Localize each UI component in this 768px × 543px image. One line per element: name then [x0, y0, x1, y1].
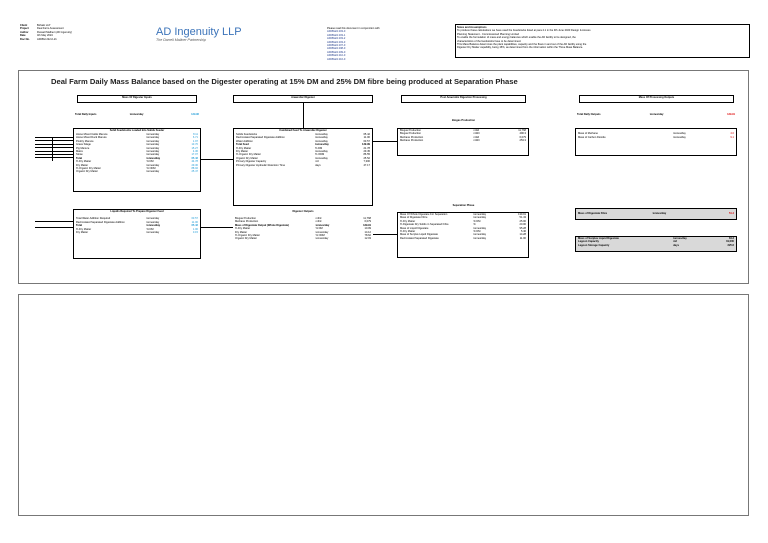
row-label: Straw — [76, 153, 83, 157]
row-value: 6,079 — [364, 220, 371, 224]
row-value: 8.11 — [193, 133, 198, 136]
data-row — [74, 170, 200, 173]
row-label: % Digestate Dry Solids in Separated Fibre — [400, 223, 449, 227]
box-heading: Combined Feed To Anaerobic Digester — [279, 129, 327, 132]
notes-line: This Mass Balance determines the plant capabilities, capacity and the flows in and out of the AD facility using the — [457, 43, 587, 47]
row-value: 29.30 — [191, 163, 198, 167]
surplus-liquid-box — [575, 236, 737, 252]
row-unit: tonnes/day — [473, 233, 487, 237]
row-value: 88.02 — [191, 167, 198, 171]
row-unit: tonnes/day — [315, 136, 328, 140]
row-unit: % ODM — [146, 167, 156, 171]
row-unit: tonnes/day — [315, 230, 329, 234]
total-outputs-row — [575, 113, 737, 116]
row-label: Biogas Production — [400, 132, 422, 136]
row-label: % Organic Dry Matter — [76, 167, 101, 171]
row-unit: days — [315, 163, 321, 167]
connector-line — [35, 227, 73, 228]
row-unit: % DM — [473, 219, 481, 223]
row-value: 7,300 — [363, 160, 370, 164]
section-title: Deal Farm Daily Mass Balance based on the Digester operating at 15% DM and 25% DM fibre being produced at Separation Phase — [51, 77, 518, 86]
row-unit: m3/d — [473, 129, 480, 132]
reference-item: ADI/BH/A 203-0 — [327, 30, 346, 34]
row-value: 78.62 — [364, 234, 371, 238]
header-value: 4th May 2024 — [37, 34, 53, 38]
row-unit: tonnes/day — [673, 237, 687, 240]
row-value: 47.17 — [363, 163, 370, 167]
header-value: Bohalo LLP — [37, 24, 51, 27]
row-value: 12.03 — [364, 237, 371, 241]
row-value: 139.99 — [362, 143, 370, 147]
header-label: Project — [20, 27, 29, 31]
row-unit: tonnes/day — [146, 224, 161, 228]
row-value: 11.00 — [191, 220, 198, 224]
row-unit: tonnes/day — [146, 143, 160, 147]
row-label: % Organic Dry Matter — [235, 234, 260, 238]
row-value: 25.47 — [191, 170, 198, 174]
row-label: Methane Production — [400, 139, 424, 143]
box-heading: Anaerobic Digester — [291, 96, 315, 99]
row-label: Total Feed — [236, 143, 249, 147]
row-label: Poultry Manure — [76, 139, 94, 143]
row-value: 65.42 — [191, 224, 198, 228]
row-value: 65.42 — [191, 156, 198, 160]
row-value: 5.46 — [520, 230, 526, 234]
data-row — [74, 231, 200, 234]
row-value: 10.09 — [364, 227, 371, 231]
row-unit: tonnes/day — [146, 220, 160, 224]
row-unit: % DM — [315, 227, 323, 231]
header-label: Date — [20, 34, 26, 38]
data-row — [576, 244, 736, 247]
header-value: Russell Mallner (AD Ingenuity) — [37, 30, 73, 34]
row-unit: m3 — [673, 240, 677, 244]
row-unit: tonnes/day — [146, 231, 160, 235]
combined-feed-box — [233, 128, 373, 206]
row-value: 86.55 — [363, 153, 370, 157]
row-label: % Dry Matter — [400, 230, 416, 234]
row-unit: tonnes/day — [146, 146, 160, 150]
row-value: 51.43 — [519, 216, 526, 220]
row-value: 139.91 — [727, 113, 735, 116]
connector-line — [373, 141, 397, 142]
row-value: 4.0 — [730, 132, 734, 136]
notes-line: characteristics of the feedstocks have to be determined. — [457, 39, 522, 43]
notes-line: Planning Statement - Commissioned Planning Limited — [457, 32, 519, 36]
row-label: Pig Manure — [76, 146, 90, 150]
row-value: 20.00 — [519, 223, 526, 227]
reference-item: ADI/BH/A 207-0 — [327, 44, 346, 48]
notes-box — [455, 24, 750, 58]
row-unit: tonnes/day — [315, 237, 329, 241]
row-value: 17.07 — [191, 153, 198, 157]
row-unit: tonnes/day — [146, 217, 160, 221]
company-logo — [156, 26, 242, 43]
anaerobic-header-box — [233, 95, 373, 103]
row-label: Methane Production — [235, 220, 259, 224]
connector-line — [35, 221, 73, 222]
notes-title: Notes and Assumptions — [457, 26, 487, 29]
row-unit: tonnes/day — [315, 156, 328, 160]
row-label: Recirculated Separated Digestate — [400, 236, 439, 240]
notice-text: Please read this document in conjunction with — [327, 27, 380, 30]
row-value: 84.3 — [728, 237, 734, 240]
row-label: Mass Of Whole Digestate For Separation — [400, 213, 448, 216]
connector-line — [52, 137, 53, 161]
fibre-row — [576, 212, 736, 215]
row-value: 29.45 — [363, 150, 370, 154]
row-label: Organic Dry Matter — [235, 237, 257, 241]
row-unit: tonnes/day — [146, 139, 160, 143]
reference-item: ADI/BH/A 210-0 — [327, 54, 346, 58]
notes-line: To enable the formulation of mass and energy balances which enable the AD facility to be designed, the — [457, 36, 576, 40]
row-label: Recirculated Separated Digestate Addition — [236, 136, 285, 140]
row-value: 11.00 — [363, 136, 370, 140]
row-value: 9.1 — [730, 135, 734, 139]
row-value: 490.3 — [519, 132, 526, 136]
digester-outputs-heading: Digester Outputs — [292, 210, 314, 213]
row-value: 63.57 — [191, 217, 198, 221]
row-unit: tonnes/day — [146, 156, 161, 160]
row-value: 11,768 — [518, 129, 526, 132]
data-row — [398, 237, 528, 240]
header-value: ADI/BH 222-0-21 — [37, 37, 57, 41]
row-value: 25.52 — [363, 156, 370, 160]
outputs-header-box — [579, 95, 734, 103]
row-unit: % DM — [473, 230, 481, 234]
row-unit: m3/hr — [473, 139, 480, 143]
reference-item: ADI/BH/A 203-1 — [327, 33, 346, 37]
row-label: Mass of Liquid Digestate — [400, 226, 429, 230]
row-value: 225.6 — [727, 243, 734, 247]
connector-line — [35, 151, 73, 152]
row-label: Dry Matter — [235, 230, 248, 234]
row-label: Total Daily Inputs — [75, 113, 97, 116]
row-label: Lagoon Capacity — [578, 240, 599, 244]
row-unit: % DM — [146, 227, 154, 231]
data-row — [233, 237, 373, 240]
logo-tagline: The Darrell Mallner Partnership — [156, 38, 206, 42]
connector-line — [35, 137, 73, 138]
row-unit: tonnes/day — [473, 226, 487, 230]
row-value: 11.00 — [519, 236, 526, 240]
row-unit: % ODM — [315, 153, 325, 157]
liquids-box — [73, 209, 201, 259]
row-value: 44.78 — [191, 160, 198, 164]
logo-name: AD Ingenuity LLP — [156, 26, 242, 38]
row-value: 19,000 — [726, 240, 734, 244]
row-label: Mass of Surplus Liquid Digestate — [400, 233, 438, 237]
row-unit: days — [673, 243, 680, 247]
row-unit: m3/d — [473, 135, 480, 139]
row-unit: tonnes/day — [146, 163, 160, 167]
row-unit: tonnes/day — [473, 216, 487, 220]
connector-line — [35, 140, 73, 141]
row-value: 15.27 — [191, 146, 198, 150]
gas-outputs-box — [575, 128, 737, 156]
row-unit: tonnes/day — [146, 133, 160, 136]
box-heading: Mass Of Processing Outputs — [638, 96, 675, 99]
row-unit: m3/hr — [473, 132, 480, 136]
row-label: Dry Matter — [236, 150, 249, 154]
reference-item: ADI/BH/A 216-0 — [327, 57, 346, 61]
box-heading: Solid Feedstocks Loaded Into Solids Feeder — [109, 129, 165, 132]
connector-line — [303, 103, 304, 128]
row-label: Dry Matter — [76, 163, 89, 167]
header-label: Author — [20, 30, 29, 34]
biogas-heading: Biogas Production — [451, 119, 476, 122]
row-value: 63.57 — [363, 139, 370, 143]
row-value: 0.15 — [192, 231, 198, 235]
data-row — [576, 136, 736, 139]
row-label: Biogas Production — [400, 129, 422, 132]
row-label: Primary Digester Hydraulic Retention Time — [236, 163, 286, 167]
row-unit: % ODM — [315, 234, 325, 238]
row-value: 14.28 — [519, 233, 526, 237]
reference-notice — [327, 27, 407, 61]
row-label: Biogas Production — [235, 217, 257, 220]
row-value: 13.70 — [191, 143, 198, 147]
row-label: % Dry Matter — [76, 160, 92, 164]
row-value: 95.28 — [519, 226, 526, 230]
row-label: Mass of Methane — [578, 132, 598, 136]
row-unit: tonnes/day — [146, 150, 160, 154]
post-processing-header-box — [401, 95, 526, 103]
row-unit: tonnes/day — [129, 113, 144, 116]
digester-outputs-block — [233, 217, 373, 241]
row-label: Maize — [76, 150, 83, 154]
connector-line — [35, 157, 73, 158]
separation-box — [397, 212, 529, 258]
row-value: 6.71 — [192, 136, 198, 140]
row-label: Total Daily Outputs — [577, 113, 601, 116]
row-label: Mass of Digestate Fibre — [578, 212, 608, 215]
row-value: 21.78 — [363, 146, 370, 150]
annual-mass-balance-section — [18, 294, 749, 516]
notes-lines — [457, 29, 748, 49]
row-unit: m3/d — [315, 220, 322, 224]
box-heading: Mass Of Digester Inputs — [122, 96, 152, 99]
row-label: Lagoon Storage Capacity — [578, 243, 610, 247]
row-unit: tonnes/day — [673, 132, 686, 136]
row-label: Recirculated Separated Digestate Addition — [76, 220, 125, 224]
row-unit: m3 — [315, 160, 319, 164]
row-label: Organic Dry Matter — [236, 156, 258, 160]
row-unit: m3/d — [315, 217, 322, 220]
connector-line — [373, 234, 397, 235]
row-label: Organic Dry Matter — [76, 170, 98, 174]
row-label: Mass of Digestate Output (Whole Digestate) — [235, 223, 289, 227]
header-label: Doc No. — [20, 37, 30, 41]
connector-line — [35, 144, 73, 145]
row-unit: % — [473, 223, 476, 227]
row-unit: tonnes/day — [146, 153, 160, 157]
connector-line — [35, 154, 73, 155]
row-value: 1.97 — [192, 139, 198, 143]
row-value: 25.00 — [519, 219, 526, 223]
fibre-output-box — [575, 208, 737, 220]
row-unit: % DM — [315, 146, 323, 150]
row-value: 4.36 — [192, 150, 198, 154]
row-value: 14.12 — [364, 230, 371, 234]
row-label: Solids Feedstocks — [236, 133, 258, 136]
reference-item: ADI/BH/A 203-2 — [327, 37, 346, 41]
connector-line — [201, 227, 233, 228]
row-label: Mass of Surplus Liquid Digestate — [578, 237, 619, 240]
row-label: % Dry Matter — [400, 219, 416, 223]
biogas-box — [397, 128, 529, 156]
row-unit: tonnes/day — [315, 139, 328, 143]
row-label: Total — [76, 156, 83, 160]
row-unit: % DM — [146, 160, 154, 164]
row-label: % Dry Matter — [236, 146, 252, 150]
row-value: 139.96 — [191, 113, 199, 116]
row-label: Total Water Addition Required — [76, 217, 111, 221]
row-value: 139.91 — [518, 213, 526, 216]
row-unit: tonnes/day — [315, 223, 330, 227]
row-label: Methane Production — [400, 135, 424, 139]
row-label: Horse Mixed Cattle Manure — [76, 133, 108, 136]
notes-line: Digester Dry Matter capability, being 15%, as determined from the information within the Three Mass Balance. — [457, 46, 584, 50]
row-label: Primary Digester Capacity — [236, 160, 267, 164]
box-heading: Liquids Required To Prepare Digester Feed — [110, 210, 164, 213]
row-label: Horse Mixed Duck Manure — [76, 136, 107, 140]
reference-item: ADI/BH/A 208-0 — [327, 47, 346, 51]
reference-item: ADI/BH/A 203-3 — [327, 40, 346, 44]
reference-item: ADI/BH/A 209-0 — [327, 50, 346, 54]
row-value: 65.42 — [363, 133, 370, 136]
row-label: Water Addition — [236, 139, 253, 143]
separation-heading: Separation Phase — [452, 204, 475, 207]
row-label: % Organic Dry Matter — [236, 153, 261, 157]
row-value: 51.4 — [728, 212, 734, 215]
row-unit: tonnes/day — [673, 135, 686, 139]
row-label: Dry Matter — [76, 231, 89, 235]
row-unit: tonnes/day — [315, 143, 329, 147]
box-heading: Post Anaerobic Digestion Processing — [440, 96, 487, 99]
row-label: Mass of Digestate Fibre — [400, 216, 428, 220]
total-inputs-row — [73, 113, 201, 116]
row-value: 253.3 — [519, 139, 526, 143]
row-label: % Dry Matter — [235, 227, 251, 231]
row-value: 11,768 — [363, 217, 371, 220]
row-unit: tonnes/day — [146, 136, 160, 140]
row-unit: tonnes/day — [473, 213, 487, 216]
daily-mass-balance-section — [18, 70, 749, 284]
data-row — [234, 164, 372, 167]
row-unit: tonnes/day — [315, 133, 328, 136]
row-unit: tonnes/day — [315, 150, 328, 154]
inputs-header-box — [77, 95, 197, 103]
reference-list — [327, 30, 407, 61]
row-value: 139.91 — [363, 223, 371, 227]
row-unit: tonnes/day — [649, 113, 664, 116]
row-value: 6,079 — [519, 135, 526, 139]
row-value: 1.00 — [192, 227, 198, 231]
row-unit: tonnes/day — [652, 212, 667, 215]
header-value: Deal Farm Assessment — [37, 27, 64, 31]
row-unit: tonnes/day — [473, 236, 487, 240]
header-label: Client — [20, 24, 28, 27]
header-row — [20, 38, 120, 41]
row-label: Mass of Carbon Dioxide — [578, 135, 606, 139]
solid-feedstocks-box — [73, 128, 201, 192]
data-row — [398, 139, 528, 142]
row-unit: tonnes/day — [146, 170, 160, 174]
document-header — [20, 24, 120, 41]
connector-line — [35, 147, 73, 148]
connector-line — [201, 159, 233, 160]
row-label: % Dry Matter — [76, 227, 92, 231]
row-label: Total — [76, 224, 83, 228]
row-label: Grass Silage — [76, 143, 91, 147]
notes-line: To produce these calculations we have used the Feedstocks listed at para 4.1 in the 9th June 2023 Design & Access — [457, 29, 591, 33]
